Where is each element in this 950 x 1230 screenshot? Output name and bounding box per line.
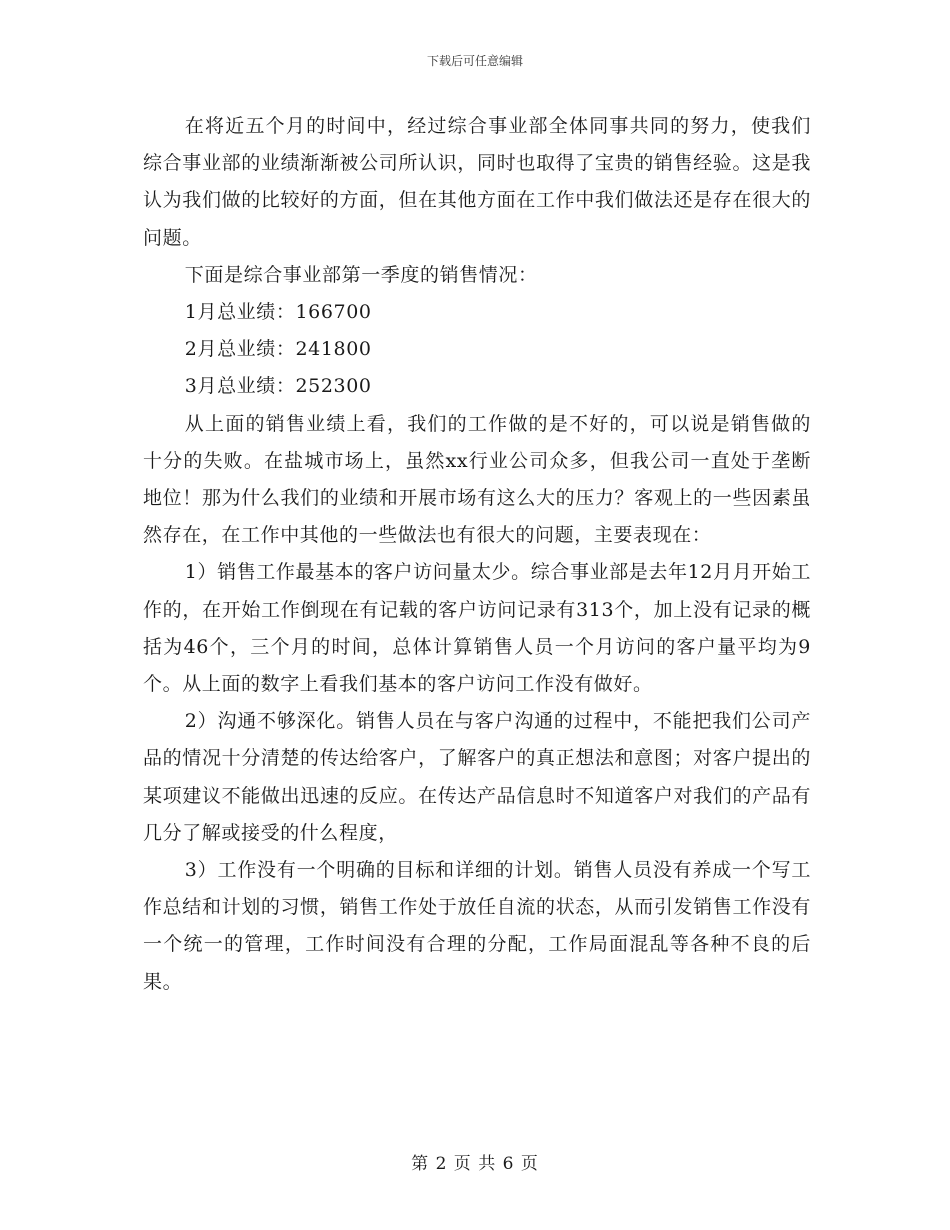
paragraph-sales-heading: 下面是综合事业部第一季度的销售情况：	[184, 263, 538, 286]
paragraph-issue-1: 1）销售工作最基本的客户访问量太少。综合事业部是去年12月月开始工作的，在开始工作倒现在有记载的客户访问记录有313个，加上没有记录的概括为46个，三个月的时间，总体计算销售人员一个月访问的客户量平均为9个。从上面的数字上看我们基本的客户访问工作没有做好。	[143, 561, 811, 696]
paragraph-issue-2: 2）沟通不够深化。销售人员在与客户沟通的过程中，不能把我们公司产品的情况十分清楚的传达给客户，了解客户的真正想法和意图；对客户提出的某项建议不能做出迅速的反应。在传达产品信息时不知道客户对我们的产品有几分了解或接受的什么程度，	[143, 710, 811, 844]
page-number: 第 2 页 共 6 页	[411, 1154, 539, 1174]
paragraph-analysis: 从上面的销售业绩上看，我们的工作做的是不好的，可以说是销售做的十分的失败。在盐城市场上，虽然xx行业公司众多，但我公司一直处于垄断地位！那为什么我们的业绩和开展市场有这么大的压力？客观上的一些因素虽然存在，在工作中其他的一些做法也有很大的问题，主要表现在：	[143, 412, 811, 547]
paragraph-issue-3: 3）工作没有一个明确的目标和详细的计划。销售人员没有养成一个写工作总结和计划的习惯，销售工作处于放任自流的状态，从而引发销售工作没有一个统一的管理，工作时间没有合理的分配，工作局面混乱等各种不良的后果。	[143, 859, 811, 993]
sales-february: 2月总业绩：241800	[184, 338, 372, 361]
sales-march: 3月总业绩：252300	[184, 375, 372, 398]
header-note: 下载后可任意编辑	[426, 54, 523, 68]
sales-january: 1月总业绩：166700	[184, 301, 372, 324]
paragraph-intro: 在将近五个月的时间中，经过综合事业部全体同事共同的努力，使我们综合事业部的业绩渐渐被公司所认识，同时也取得了宝贵的销售经验。这是我认为我们做的比较好的方面，但在其他方面在工作中我们做法还是存在很大的问题。	[143, 115, 811, 249]
document-body	[143, 108, 811, 1001]
